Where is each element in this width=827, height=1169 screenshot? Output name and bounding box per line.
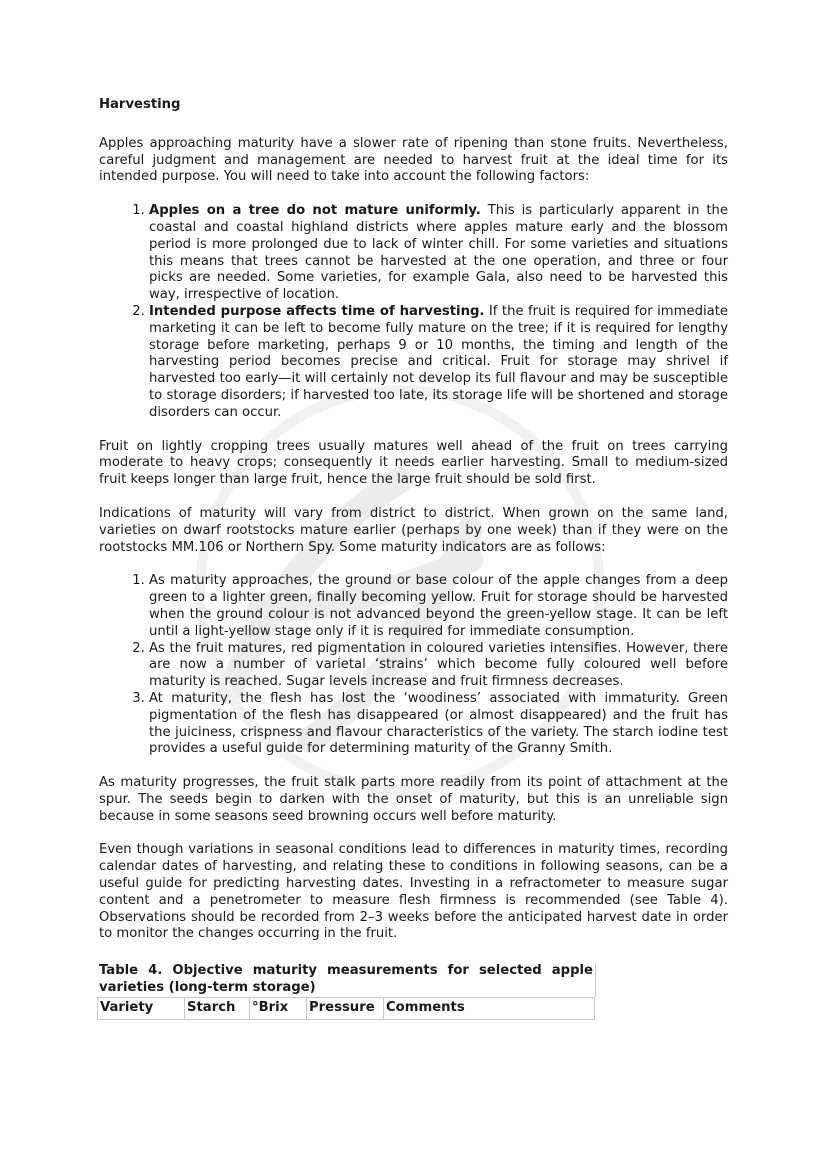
intro-paragraph: Apples approaching maturity have a slower rate of ripening than stone fruits. Nevertheless, careful judgment and management are needed to harvest fruit at the ideal time for its intended purpose. You will need to take into account the following factors:	[99, 135, 728, 185]
table-4	[99, 963, 596, 1019]
list-item	[149, 304, 728, 422]
indications-paragraph: Indications of maturity will vary from district to district. When grown on the same land, varieties on dwarf rootstocks mature earlier (perhaps by one week) than if they were on the rootstocks MM.106 or Northern Spy. Some maturity indicators are as follows:	[99, 505, 728, 555]
maturity-table	[97, 997, 595, 1020]
list-item: 2. As the fruit matures, red pigmentation in coloured varieties intensifies. However, there are now a number of varietal ‘strains’ which become fully coloured well before maturity is reached. Sugar levels increase and fruit firmness decreases.	[149, 641, 728, 691]
table-caption: Table 4. Objective maturity measurements for selected apple varieties (long-term storage)	[99, 963, 596, 997]
crop-paragraph: Fruit on lightly cropping trees usually matures well ahead of the fruit on trees carrying moderate to heavy crops; consequently it needs earlier harvesting. Small to medium-sized fruit keeps longer than large fruit, hence the large fruit should be sold first.	[99, 438, 728, 488]
table-header-cell: Variety	[98, 997, 185, 1019]
list-item	[149, 203, 728, 304]
table-header-cell: Pressure	[307, 997, 384, 1019]
list-item-text: If the fruit is required for immediate marketing it can be left to become fully mature on the tree; if it is required for lengthy storage before marketing, perhaps 9 or 10 months, the timing and length of the harvesting period becomes precise and critical. Fruit for storage may shrivel if harvested too early—it will certainly not develop its full flavour and may be susceptible to storage disorders; if harvested too late, its storage life will be shortened and storage disorders can occur.	[149, 303, 728, 420]
list-item-text: This is particularly apparent in the coastal and coastal highland districts where apples mature early and the blossom period is more prolonged due to lack of winter chill. For some varieties and situations this means that trees cannot be harvested at the one operation, and three or four picks are needed. Some varieties, for example Gala, also need to be harvested this way, irrespective of location.	[149, 203, 728, 303]
document-page	[99, 97, 728, 1020]
stalk-paragraph: As maturity progresses, the fruit stalk parts more readily from its point of attachment at the spur. The seeds begin to darken with the onset of maturity, but this is an unreliable sign because in some seasons seed browning occurs well before maturity.	[99, 775, 728, 824]
table-header-cell: Starch	[185, 997, 250, 1019]
list-item: 3. At maturity, the flesh has lost the ‘woodiness’ associated with immaturity. Green pigmentation of the flesh has disappeared (or almost disappeared) and the fruit has the juiciness, crispness and flavour characteristics of the variety. The starch iodine test provides a useful guide for determining maturity of the Granny Smith.	[149, 691, 728, 758]
list-item: 1. As maturity approaches, the ground or base colour of the apple changes from a deep green to a lighter green, finally becoming yellow. Fruit for storage should be harvested when the ground colour is not advanced beyond the green-yellow stage. It can be left until a light-yellow stage only if it is required for immediate consumption.	[149, 573, 728, 640]
table-header-cell: Comments	[384, 997, 595, 1019]
factors-list	[99, 203, 728, 421]
table-header-row	[98, 997, 595, 1019]
indicators-list	[99, 573, 728, 758]
list-item-lead: Intended purpose affects time of harvesting.	[149, 303, 485, 319]
section-heading: Harvesting	[99, 97, 181, 112]
list-item-lead: Apples on a tree do not mature uniformly.	[149, 203, 481, 219]
table-header-cell: °Brix	[250, 997, 307, 1019]
variations-paragraph: Even though variations in seasonal conditions lead to differences in maturity times, recording calendar dates of harvesting, and relating these to conditions in following seasons, can be a useful guide for predicting harvesting dates. Investing in a refractometer to measure sugar content and a penetrometer to measure flesh firmness is recommended (see Table 4). Observations should be recorded from 2–3 weeks before the anticipated harvest date in order to monitor the changes occurring in the fruit.	[99, 842, 728, 942]
